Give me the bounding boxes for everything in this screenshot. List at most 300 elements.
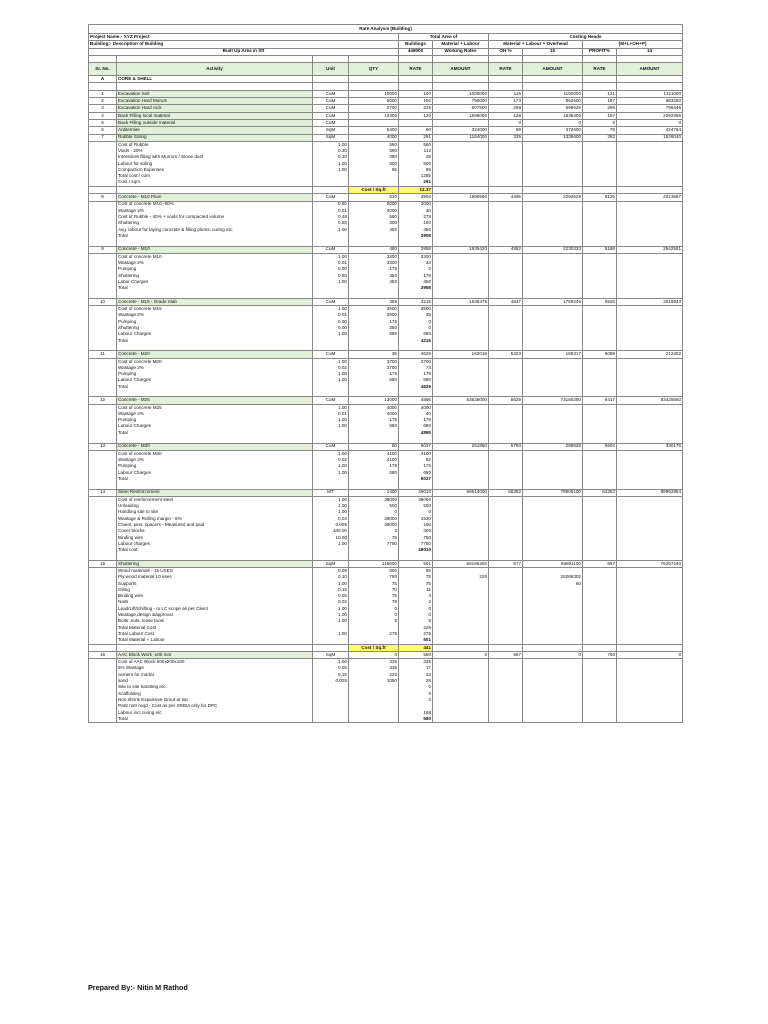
item-rate: 3958 [399,246,433,253]
breakdown-description: Wood materials - 15 USES [117,568,313,575]
breakdown-factor: 10.00 [313,535,349,541]
item-rate-oh: 335 [489,134,523,141]
breakdown-extra-amount [433,141,489,148]
col-rate: RATE [399,63,433,76]
breakdown-factor: 0.50 [313,273,349,279]
breakdown-rate: 28 [399,678,433,684]
breakdown-factor: 1.00 [313,463,349,469]
spacer-row [89,292,683,299]
item-sr-no: 1 [89,90,117,97]
item-rate-final: 657 [583,560,617,567]
breakdown-rate: 580 [399,716,433,723]
item-rate-oh: 4495 [489,194,523,201]
item-qty: 4000 [349,134,399,141]
breakdown-extra-amount: 226 [433,574,489,580]
item-rate: 501 [399,560,433,567]
item-amount: 607500 [433,105,489,112]
breakdown-row [89,568,683,575]
breakdown-factor: 0.01 [313,260,349,266]
item-rate: 3903 [399,194,433,201]
breakdown-extra-amount [433,659,489,666]
item-amount: 750000 [433,98,489,105]
item-row [89,397,683,404]
item-qty: 13000 [349,397,399,404]
item-unit: CuM [313,194,349,201]
breakdown-rate: 4000 [399,404,433,411]
total-area-value: 448000 [399,48,433,55]
breakdown-rate: 500 [399,503,433,509]
breakdown-description: Total Material Cost [117,625,313,631]
item-amount-oh: 78906100 [523,489,583,496]
item-activity: Shuttering [117,560,313,567]
item-sr-no: 12 [89,397,117,404]
item-amount: 1596000 [433,112,489,119]
item-unit: CuM [313,397,349,404]
item-rate-final: 5526 [583,298,617,305]
breakdown-description: Site to site handling etc. [117,685,313,691]
item-amount: 68614000 [433,489,489,496]
breakdown-factor: 1.00 [313,378,349,384]
breakdown-factor: 1.00 [313,424,349,430]
breakdown-factor: 0.50 [313,220,349,226]
section-row [89,76,683,83]
item-amount-final: 212402 [617,351,683,358]
col-qty: QTY [349,63,399,76]
breakdown-description: Pumping [117,319,313,325]
cost-per-sqft-row [89,644,683,651]
item-row [89,98,683,105]
breakdown-description: Compaction Expenses [117,167,313,173]
breakdown-description: Labour Charges [117,331,313,337]
breakdown-description: sand [117,678,313,684]
breakdown-factor: 1.00 [313,306,349,313]
breakdown-rate: 750 [399,535,433,541]
breakdown-total-row [89,637,683,644]
item-rate-final: 131 [583,90,617,97]
item-row [89,90,683,97]
breakdown-base-rate: 175 [349,371,399,377]
breakdown-description: Cost of Rubble - 40% + voids for compacted volume [117,214,313,220]
breakdown-factor: 0.01 [313,208,349,214]
breakdown-factor: 0.05 [313,593,349,599]
breakdown-rate: 35 [399,313,433,319]
col-rate-oh: RATE [489,63,523,76]
spacer-row [89,482,683,489]
item-amount: 1164000 [433,134,489,141]
breakdown-description: Shuttering [117,220,313,226]
breakdown-base-rate: 450 [349,279,399,285]
breakdown-rate: 3300 [399,253,433,260]
breakdown-factor: 100.00 [313,528,349,534]
breakdown-base-rate: 75 [349,593,399,599]
breakdown-description: Binding wire [117,593,313,599]
breakdown-extra-value [523,404,583,411]
breakdown-rate: 40 [399,411,433,417]
breakdown-description: Cost of AAC Block 600x200x100 [117,659,313,666]
breakdown-base-rate: 680 [349,470,399,476]
breakdown-description: Labor Charges [117,279,313,285]
breakdown-extra-amount [433,450,489,457]
total-area-label-1: Total Area of [399,34,489,41]
breakdown-factor: 0.05 [313,666,349,672]
breakdown-description: Total [117,285,313,291]
breakdown-description: Cost of concrete M20 [117,358,313,365]
breakdown-rate: 112 [399,148,433,154]
item-amount: 58166302 [433,560,489,567]
breakdown-rate: 450 [399,227,433,233]
breakdown-rate: 3700 [399,358,433,365]
breakdown-description: Total [117,338,313,344]
item-rate: 5037 [399,443,433,450]
item-amount-final: 796446 [617,105,683,112]
mlo-label: Material + Labour + Overhead [489,41,583,48]
breakdown-rate: 0 [399,509,433,515]
item-activity: Back Filling outside material [117,119,313,126]
breakdown-rate: 4629 [399,384,433,390]
item-amount-final: 1311000 [617,90,683,97]
item-sr-no: 15 [89,560,117,567]
col-unit: Unit [313,63,349,76]
breakdown-rate: 28 [399,154,433,160]
breakdown-rate: 278 [399,214,433,220]
spacer-row [89,554,683,561]
item-sr-no: 7 [89,134,117,141]
item-sr-no: 4 [89,112,117,119]
breakdown-factor [313,180,349,187]
project-name: Project Name:- XYZ Project [89,34,399,41]
item-amount-final: 76257240 [617,560,683,567]
item-unit: CuM [313,98,349,105]
item-unit: CuM [313,443,349,450]
breakdown-base-rate: 5 [349,619,399,625]
breakdown-rate: 75 [399,574,433,580]
item-activity: Concrete - M20 [117,351,313,358]
item-sr-no: 2 [89,98,117,105]
breakdown-description: Total Material + Labour [117,637,313,644]
breakdown-factor: 1.00 [313,450,349,457]
material-labour-label: Material + Labour [433,41,489,48]
item-unit: CuM [313,90,349,97]
item-amount-final: 330176 [617,443,683,450]
breakdown-rate: 0 [399,691,433,697]
breakdown-base-rate: 3500 [349,313,399,319]
breakdown-description: Total [117,716,313,723]
item-unit: CuM [313,351,349,358]
item-amount-final: 1526040 [617,134,683,141]
item-amount-oh: 289628 [523,443,583,450]
cost-per-sqft-label: Cost / Sq.ft [349,186,399,193]
breakdown-rate: 150 [399,220,433,226]
breakdown-description: Handling site to site [117,509,313,515]
item-unit: SqM [313,127,349,134]
breakdown-rate: 680 [399,331,433,337]
breakdown-description: Wastage 2% [117,411,313,417]
breakdown-factor: 1.00 [313,141,349,148]
item-rate: 100 [399,90,433,97]
item-rate-final: 6069 [583,351,617,358]
item-rate: 4895 [399,397,433,404]
item-rate: 60 [399,127,433,134]
item-amount-final: 424764 [617,127,683,134]
profit-value: 14 [617,48,683,55]
breakdown-extra-value [523,358,583,365]
item-amount-oh: 1769246 [523,298,583,305]
breakdown-base-rate: 3300 [349,253,399,260]
breakdown-description: Wastage 2% [117,365,313,371]
breakdown-rate: 680 [399,470,433,476]
breakdown-base-rate: 7750 [349,541,399,547]
breakdown-base-rate: 350 [349,273,399,279]
breakdown-description: Unloading [117,503,313,509]
item-rate-oh: 4552 [489,246,523,253]
breakdown-rate: 501 [399,637,433,644]
breakdown-description: Total Labour Cost [117,631,313,637]
breakdown-description: Oiling [117,587,313,593]
breakdown-base-rate: 75 [349,535,399,541]
breakdown-description: Scaffolding [117,691,313,697]
breakdown-extra-value [523,450,583,457]
item-rate-oh: 56362 [489,489,523,496]
item-amount-oh: 2292629 [523,194,583,201]
breakdown-factor: 1.00 [313,612,349,618]
item-row [89,105,683,112]
breakdown-description: Pumping [117,417,313,423]
item-rate-oh: 4847 [489,298,523,305]
breakdown-extra-value [523,306,583,313]
item-amount-oh: 1150000 [523,90,583,97]
breakdown-extra-value [523,201,583,208]
breakdown-extra-value [523,253,583,260]
item-activity: Concrete - M10 [117,246,313,253]
breakdown-base-rate: 0 [349,606,399,612]
item-activity: Concrete - M10 Plum [117,194,313,201]
total-area-label-2: Buildings [399,41,433,48]
spacer-row [89,390,683,397]
breakdown-factor: 0.00 [313,319,349,325]
breakdown-base-rate: 3700 [349,358,399,365]
breakdown-description: Wastage 2% [117,457,313,463]
item-amount: 1939420 [433,246,489,253]
breakdown-factor: 0.04 [313,516,349,522]
col-activity: Activity [117,63,313,76]
item-qty: 510 [349,194,399,201]
item-rate-oh: 69 [489,127,523,134]
item-qty: 10000 [349,90,399,97]
breakdown-rate: 56 [399,568,433,575]
breakdown-base-rate: 750 [349,574,399,580]
breakdown-base-rate: 175 [349,463,399,469]
breakdown-factor: 0.026 [313,678,349,684]
breakdown-row [89,306,683,313]
cost-per-sqft-label: Cost / Sq.ft [349,644,399,651]
spacer-row [89,83,683,90]
breakdown-description: PatS notr reqd - Cost as per XRBIA only for DPC [117,703,313,709]
breakdown-factor: 0.00 [313,267,349,273]
item-qty [349,119,399,126]
breakdown-base-rate: 560 [349,148,399,154]
breakdown-rate: 33 [399,672,433,678]
item-unit: SqM [313,560,349,567]
item-qty: 1400 [349,489,399,496]
title-row [89,25,683,34]
breakdown-extra-amount [433,404,489,411]
breakdown-factor: 1.00 [313,496,349,503]
breakdown-base-rate: 680 [349,378,399,384]
breakdown-description: Cost / sqm [117,180,313,187]
breakdown-factor: 0.02 [313,600,349,606]
breakdown-rate: 0 [399,319,433,325]
breakdown-description: Wastage 2% [117,208,313,214]
breakdown-base-rate: 335 [349,659,399,666]
breakdown-description: Total [117,430,313,436]
breakdown-extra-value [523,141,583,148]
breakdown-rate: 65 [399,167,433,173]
item-row [89,246,683,253]
item-activity: Excavation Hard Murum [117,98,313,105]
breakdown-extra-amount [433,716,489,723]
breakdown-description: Nails [117,600,313,606]
breakdown-row [89,253,683,260]
breakdown-factor: 0.20 [313,148,349,154]
item-sr-no: 11 [89,351,117,358]
breakdown-base-rate: 3500 [349,306,399,313]
breakdown-factor: 0.01 [313,313,349,319]
profit-label: PROFIT% [583,48,617,55]
item-amount: 1538475 [433,298,489,305]
breakdown-base-rate: 4100 [349,450,399,457]
breakdown-rate: 4100 [399,450,433,457]
breakdown-rate: 680 [399,378,433,384]
breakdown-factor: 1.00 [313,227,349,233]
costing-heads-label: Costing Heads [489,34,683,41]
breakdown-extra-amount [433,637,489,644]
breakdown-rate: 0 [399,325,433,331]
breakdown-base-rate: 0 [349,612,399,618]
breakdown-base-rate: 3000 [349,208,399,214]
breakdown-description: Voids - 20% [117,148,313,154]
item-row [89,298,683,305]
breakdown-rate: 0 [399,606,433,612]
breakdown-description: Cost of concrete M30 [117,450,313,457]
item-activity: Antitermite [117,127,313,134]
breakdown-base-rate: 175 [349,319,399,325]
item-row [89,134,683,141]
breakdown-base-rate: 175 [349,267,399,273]
breakdown-rate: 75 [399,581,433,587]
breakdown-row [89,141,683,148]
breakdown-rate: 175 [399,371,433,377]
item-rate: 4215 [399,298,433,305]
item-unit: CuM [313,112,349,119]
item-rate-final: 197 [583,98,617,105]
item-amount-oh: 0 [523,652,583,659]
breakdown-extra-value: 26266302 [523,574,583,580]
item-sr-no: 3 [89,105,117,112]
breakdown-rate: 226 [399,625,433,631]
breakdown-rate: 168 [399,710,433,716]
item-activity: AAC Block Work -100 mm [117,652,313,659]
breakdown-factor: 0.10 [313,574,349,580]
breakdown-rate: 1265 [399,173,433,179]
item-activity: Concrete - M25 [117,397,313,404]
built-up-row [89,48,683,55]
item-unit: CuM [313,119,349,126]
breakdown-description: Labour Charges [117,470,313,476]
breakdown-base-rate: 3300 [349,260,399,266]
item-rate-oh: 5629 [489,397,523,404]
breakdown-base-rate [349,180,399,187]
breakdown-factor: 1.00 [313,659,349,666]
breakdown-rate: 17 [399,666,433,672]
item-sr-no: 8 [89,194,117,201]
item-activity: Back Filling local material [117,112,313,119]
breakdown-description: Shuttering [117,325,313,331]
building-row [89,41,683,48]
breakdown-rate: 291 [399,180,433,187]
breakdown-rate: 74 [399,365,433,371]
breakdown-rate: 175 [399,273,433,279]
item-rate-oh: 577 [489,560,523,567]
breakdown-rate: 190 [399,522,433,528]
breakdown-base-rate: 3700 [349,365,399,371]
item-amount-final: 983250 [617,98,683,105]
item-activity: Concrete - M30 [117,443,313,450]
breakdown-base-rate: 560 [349,141,399,148]
item-activity: Rubble Soling [117,134,313,141]
item-row [89,194,683,201]
item-amount-oh: 698625 [523,105,583,112]
item-qty: 0 [349,652,399,659]
breakdown-factor: 1.00 [313,331,349,337]
breakdown-rate: 0 [399,685,433,691]
item-row [89,443,683,450]
breakdown-extra-amount [433,201,489,208]
breakdown-base-rate: 350 [349,325,399,331]
breakdown-description: Labour charges [117,541,313,547]
breakdown-factor: 1.00 [313,470,349,476]
breakdown-extra-amount [433,568,489,575]
breakdown-description: Chairs, pins, spacers - Measured and paid [117,522,313,528]
column-header-row [89,63,683,76]
breakdown-rate: 82 [399,457,433,463]
breakdown-base-rate: 4000 [349,404,399,411]
item-amount-oh: 66891100 [523,560,583,567]
item-rate-final: 382 [583,134,617,141]
breakdown-description: Lead/Lift/Shifting - In LC scope as per Client [117,606,313,612]
item-activity: Concrete - M15 - Grade Slab [117,298,313,305]
breakdown-description: Wastage 2% [117,313,313,319]
prepared-by: Prepared By:- Nitin M Rathod [88,983,188,992]
breakdown-base-rate: 220 [349,672,399,678]
item-sr-no: 6 [89,127,117,134]
breakdown-rate: 5037 [399,476,433,482]
breakdown-rate: 7750 [399,541,433,547]
oh-value: 15 [523,48,583,55]
item-amount: 1000000 [433,90,489,97]
breakdown-rate: 3500 [399,306,433,313]
item-unit: CuM [313,246,349,253]
breakdown-base-rate: 38000 [349,516,399,522]
item-sr-no: 9 [89,246,117,253]
item-rate-oh: 5793 [489,443,523,450]
breakdown-base-rate: 0 [349,509,399,515]
breakdown-rate: 275 [399,631,433,637]
item-rate-final: 6604 [583,443,617,450]
item-rate-final: 6417 [583,397,617,404]
item-row [89,127,683,134]
breakdown-description: Pumping [117,463,313,469]
breakdown-rate: 680 [399,424,433,430]
